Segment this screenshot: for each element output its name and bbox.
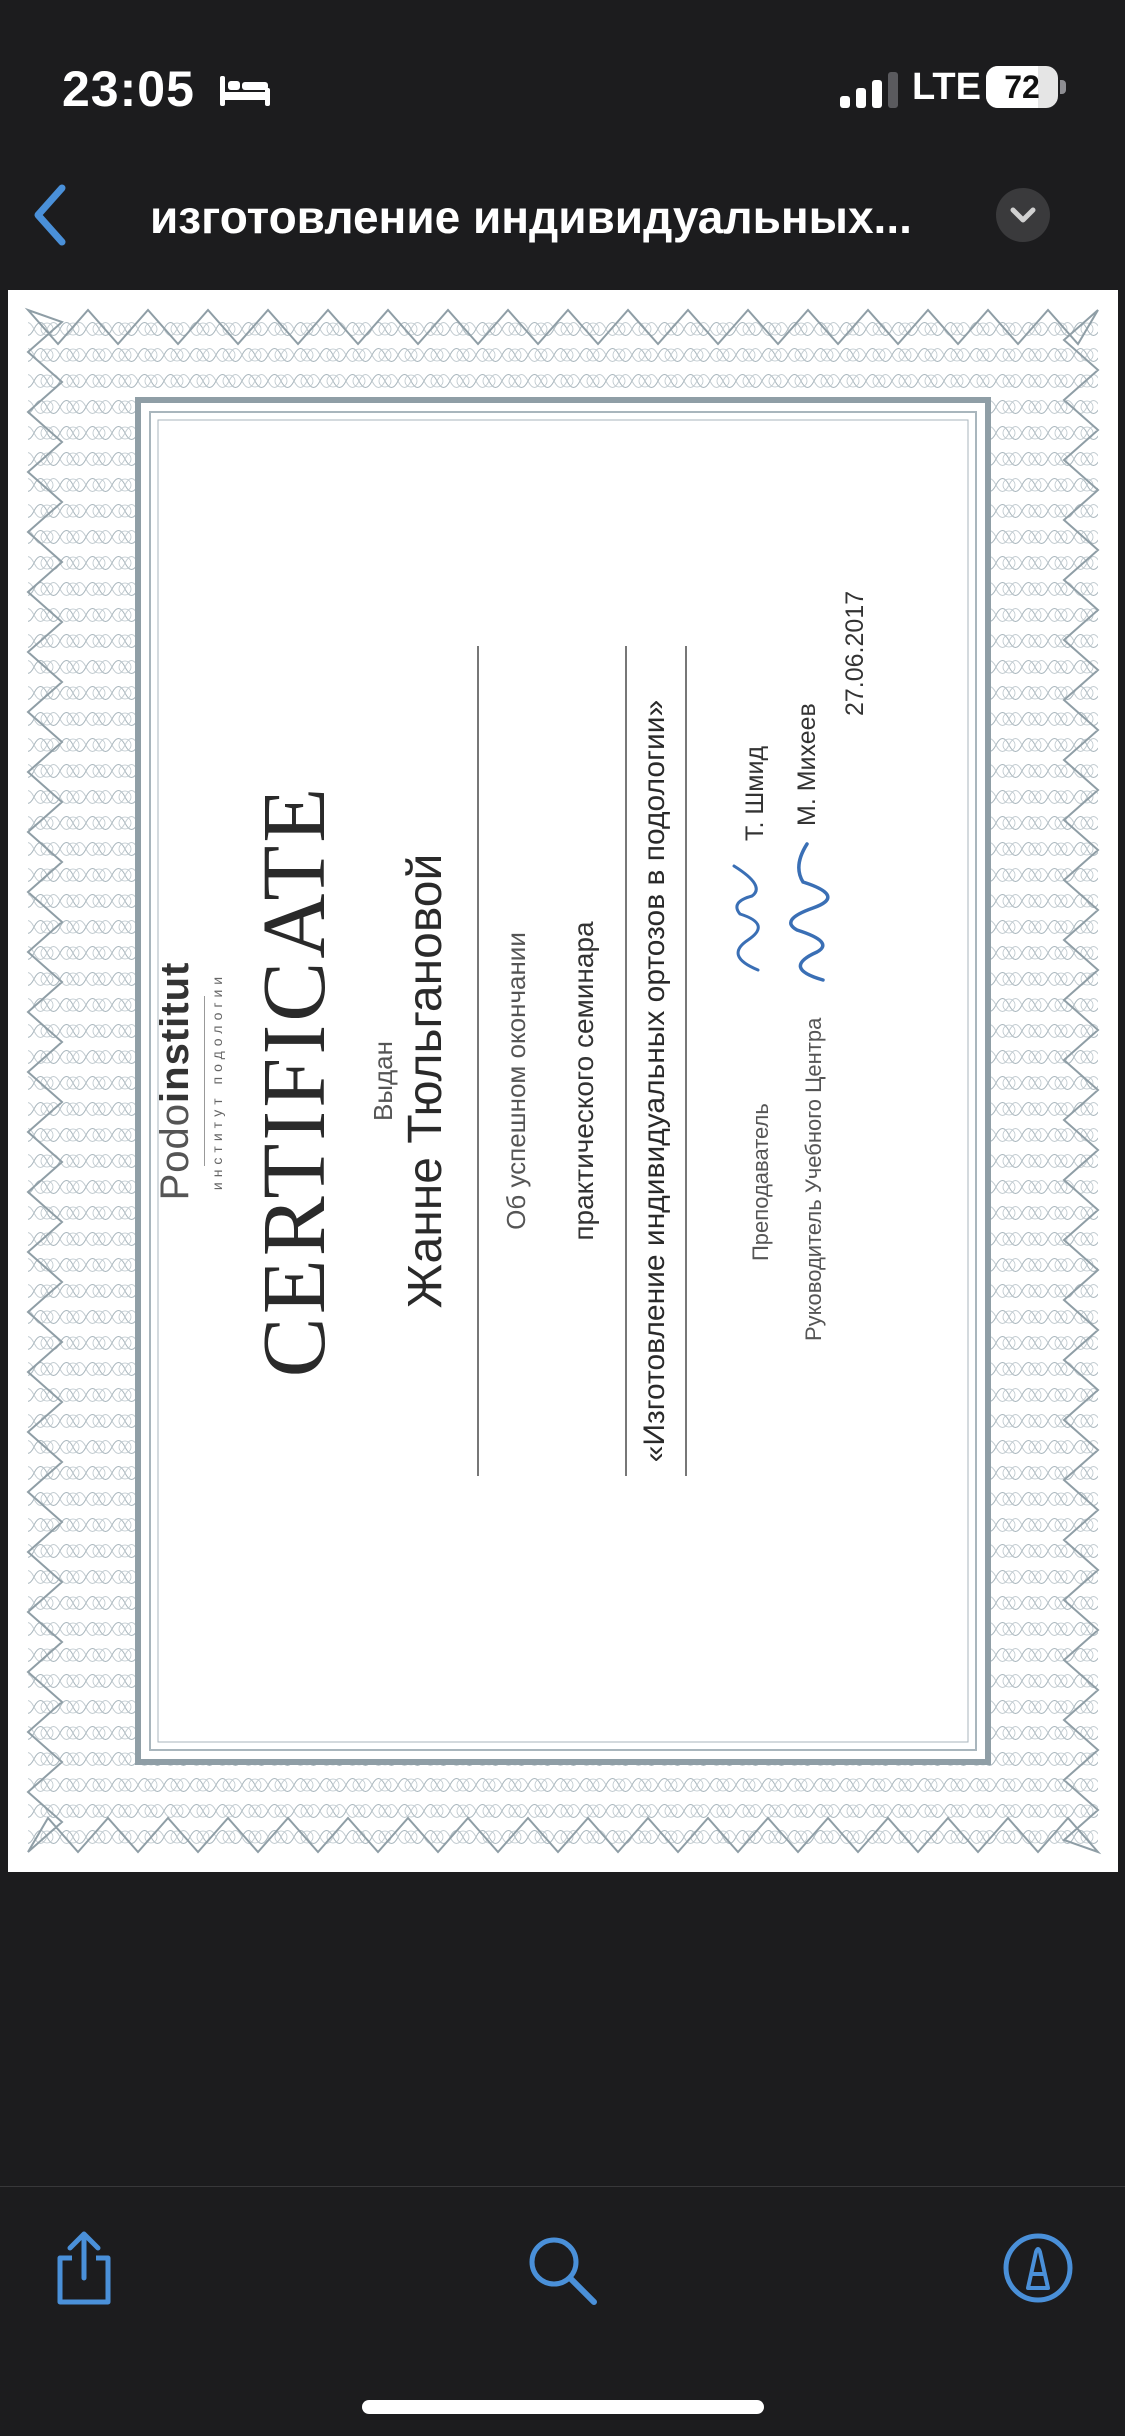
status-time: 23:05 <box>62 61 195 117</box>
certificate-heading: CERTIFICATE <box>245 784 344 1378</box>
divider <box>477 646 479 1476</box>
search-icon[interactable] <box>522 2230 602 2310</box>
document-page[interactable] <box>8 290 1118 1872</box>
home-indicator[interactable] <box>362 2400 764 2414</box>
seminar-type: практического семинара <box>568 921 599 1241</box>
logo-subtitle: институт подологии <box>209 971 225 1191</box>
podoinstitut-logo <box>153 331 225 1831</box>
teacher-signature <box>718 856 778 976</box>
bed-icon <box>218 72 272 108</box>
divider <box>625 646 627 1476</box>
share-icon[interactable] <box>44 2228 124 2308</box>
title-menu-button[interactable] <box>996 188 1050 242</box>
logo-text-light: Podo <box>153 1102 197 1201</box>
recipient-name: Жанне Тюльгановой <box>399 853 452 1309</box>
head-signature <box>773 836 843 986</box>
course-title: «Изготовление индивидуальных ортозов в подологии» <box>638 699 671 1463</box>
head-role: Руководитель Учебного Центра <box>801 1017 826 1341</box>
certificate-content <box>93 331 1033 1831</box>
network-type: LTE <box>912 66 981 108</box>
teacher-name: Т. Шмид <box>741 745 769 841</box>
divider <box>685 646 687 1476</box>
teacher-role: Преподаватель <box>748 1103 773 1261</box>
markup-icon[interactable] <box>998 2228 1078 2308</box>
document-title[interactable]: изготовление индивидуальных... <box>150 191 912 243</box>
battery-icon <box>986 66 1066 108</box>
logo-text-bold: institut <box>153 961 197 1103</box>
battery-level-text: 72 <box>1004 69 1040 105</box>
issued-label: Выдан <box>368 1040 398 1122</box>
toolbar-divider <box>0 2186 1125 2187</box>
chevron-left-icon[interactable] <box>18 180 88 250</box>
certificate-date: 27.06.2017 <box>841 590 869 716</box>
completion-label: Об успешном окончании <box>501 932 531 1230</box>
status-bar <box>0 0 1125 180</box>
signal-icon <box>840 72 900 108</box>
head-name: М. Михеев <box>793 703 821 826</box>
chevron-down-icon <box>996 188 1050 242</box>
